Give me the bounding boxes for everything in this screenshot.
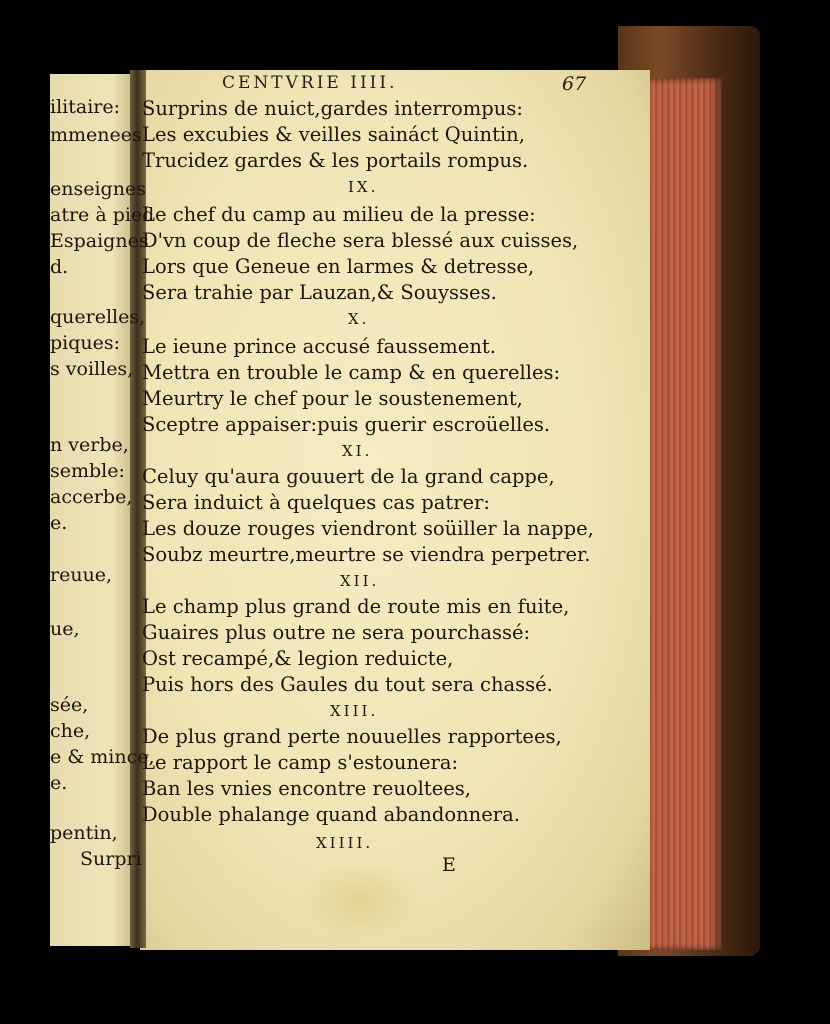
verse-line: Celuy qu'aura gouuert de la grand cappe, xyxy=(142,465,555,488)
verse-line: Le chef du camp au milieu de la presse: xyxy=(142,203,536,226)
quatrain-numeral: IX. xyxy=(348,178,379,196)
left-fragment: e. xyxy=(50,512,68,534)
verse-line: Les douze rouges viendront soüiller la nappe, xyxy=(142,517,594,540)
quatrain-numeral: X. xyxy=(348,310,370,328)
quatrain-numeral: XIII. xyxy=(330,702,379,720)
left-fragment: ue, xyxy=(50,618,80,640)
left-fragment: mmenees xyxy=(50,124,142,146)
verse-line: Soubz meurtre,meurtre se viendra perpetrer. xyxy=(142,543,591,566)
verse-line: Sera trahie par Lauzan,& Souysses. xyxy=(142,281,497,304)
quatrain-numeral: XI. xyxy=(342,442,373,460)
page-number: 67 xyxy=(562,73,587,95)
left-fragment: enseignes xyxy=(50,178,146,200)
left-fragment: che, xyxy=(50,720,91,742)
verse-line: Le ieune prince accusé faussement. xyxy=(142,335,496,358)
quatrain-numeral: XIIII. xyxy=(316,834,374,852)
left-fragment: d. xyxy=(50,256,69,278)
left-fragment: atre à pied xyxy=(50,204,155,226)
left-fragment: semble: xyxy=(50,460,125,482)
left-fragment: n verbe, xyxy=(50,434,129,456)
verse-line: Mettra en trouble le camp & en querelles: xyxy=(142,361,561,384)
verse-line: Le rapport le camp s'estounera: xyxy=(142,751,459,774)
left-fragment: e & mince, xyxy=(50,746,155,768)
verse-line: Double phalange quand abandonnera. xyxy=(142,803,520,826)
left-fragment: reuue, xyxy=(50,564,113,586)
verse-line: Les excubies & veilles saináct Quintin, xyxy=(142,123,525,146)
verse-line: Meurtry le chef pour le soustenement, xyxy=(142,387,523,410)
left-fragment: pentin, xyxy=(50,822,118,844)
verse-line: Surprins de nuict,gardes interrompus: xyxy=(142,97,523,120)
left-fragment: Espaignes xyxy=(50,230,149,252)
left-fragment: e. xyxy=(50,772,68,794)
paper-stain xyxy=(300,860,420,940)
left-catchword: Surpri xyxy=(80,848,142,870)
left-fragment: sée, xyxy=(50,694,89,716)
verse-line: Ost recampé,& legion reduicte, xyxy=(142,647,454,670)
verse-line: Sceptre appaiser:puis guerir escroüelles. xyxy=(142,413,551,436)
quatrain-numeral: XII. xyxy=(340,572,380,590)
page-edges xyxy=(640,78,722,950)
verse-line: Puis hors des Gaules du tout sera chassé. xyxy=(142,673,553,696)
verse-line: Sera induict à quelques cas patrer: xyxy=(142,491,490,514)
verse-line: D'vn coup de fleche sera blessé aux cuisses, xyxy=(142,229,579,252)
left-fragment: accerbe, xyxy=(50,486,133,508)
verse-line: Trucidez gardes & les portails rompus. xyxy=(142,149,529,172)
left-fragment: piques: xyxy=(50,332,121,354)
left-fragment: querelles, xyxy=(50,306,146,328)
verse-line: Le champ plus grand de route mis en fuite, xyxy=(142,595,570,618)
left-fragment: s voilles, xyxy=(50,358,134,380)
verse-line: De plus grand perte nouuelles rapportees, xyxy=(142,725,562,748)
running-title: CENTVRIE IIII. xyxy=(222,73,398,93)
left-fragment: ilitaire: xyxy=(50,96,120,118)
verse-line: Lors que Geneue en larmes & detresse, xyxy=(142,255,535,278)
verse-line: Guaires plus outre ne sera pourchassé: xyxy=(142,621,531,644)
signature-mark: E xyxy=(442,854,456,876)
verse-line: Ban les vnies encontre reuoltees, xyxy=(142,777,471,800)
